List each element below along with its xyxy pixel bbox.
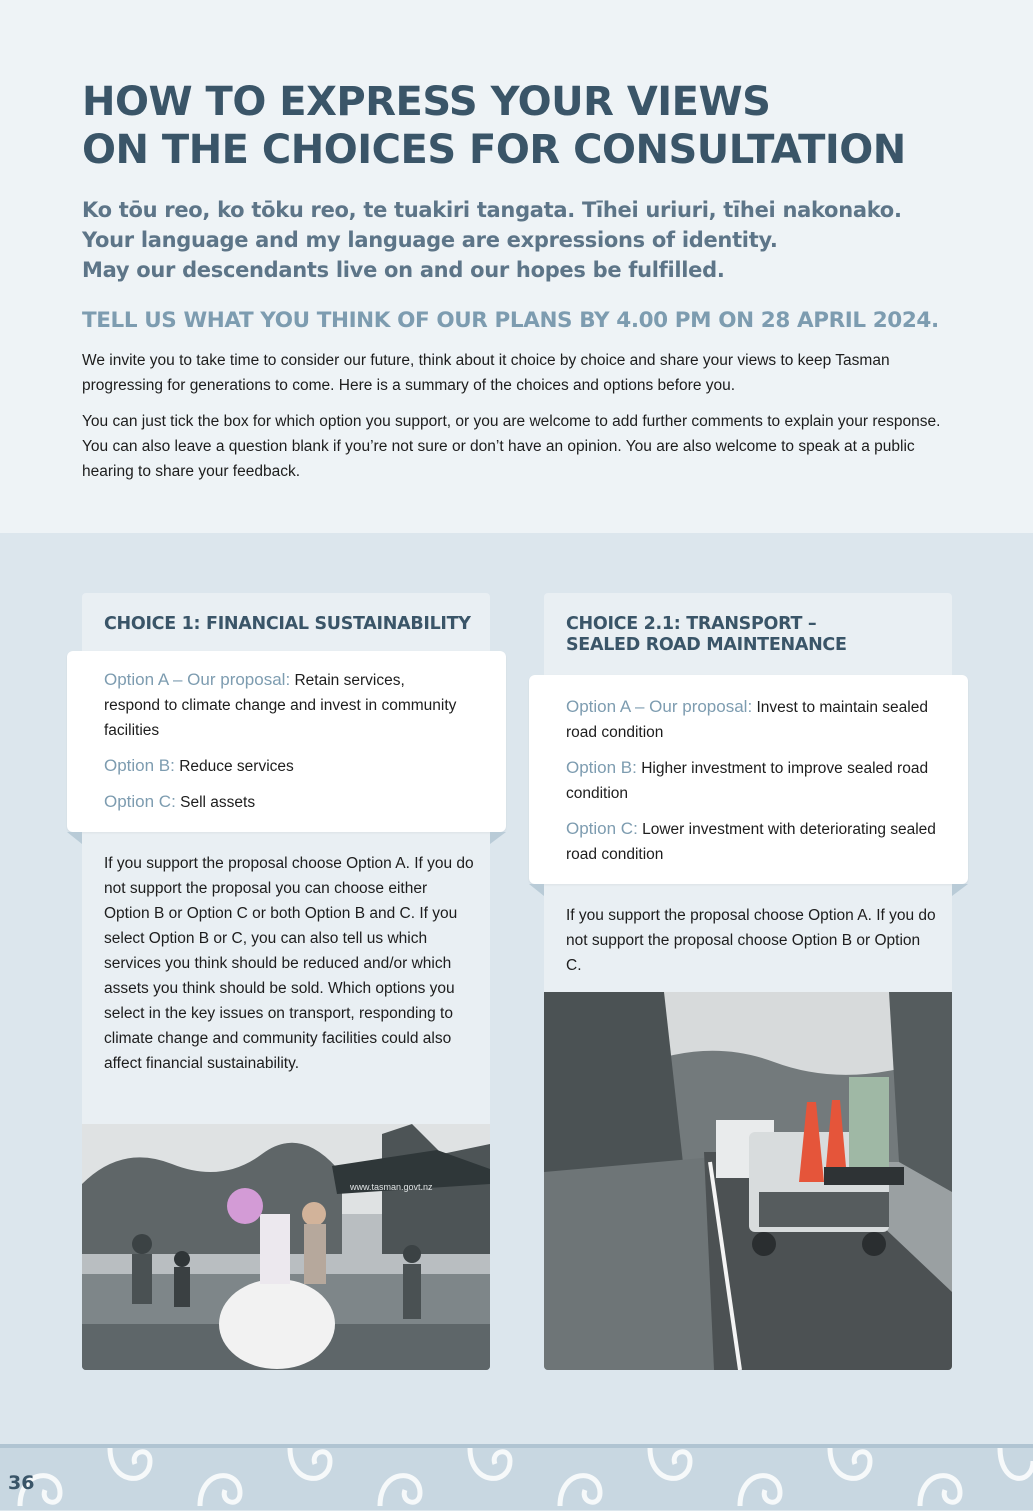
road-maintenance-photo: [544, 992, 952, 1370]
option-label: Option C:: [566, 819, 638, 838]
choice2-guidance-text: If you support the proposal choose Option A. If you do not support the proposal choose Option B or Option C.: [566, 907, 936, 974]
fold-corner-left: [67, 832, 82, 844]
kowhaiwhai-pattern-band: [0, 1444, 1033, 1510]
proverb-line-1: Ko tōu reo, ko tōku reo, te tuakiri tangata. Tīhei uriuri, tīhei nakonako.: [82, 198, 902, 222]
choice2-title: [566, 614, 847, 656]
community-event-photo: [82, 1124, 490, 1370]
option-text: Higher investment to improve sealed road condition: [566, 760, 929, 802]
proverb-line-3: May our descendants live on and our hopes be fulfilled.: [82, 258, 725, 282]
banner-url-text: www.tasman.govt.nz: [350, 1182, 433, 1192]
option-text: Sell assets: [180, 794, 256, 811]
photo-illustration: [82, 1124, 490, 1370]
option-text: Lower investment with deteriorating sealed road condition: [566, 821, 936, 863]
option-label: Option A – Our proposal:: [104, 670, 291, 689]
proverb-line-2: Your language and my language are expressions of identity.: [82, 228, 778, 252]
fold-corner-right: [952, 884, 968, 896]
choice1-option-b[interactable]: [104, 753, 464, 779]
pattern-graphic: [0, 1448, 1033, 1506]
choice2-options-box: [529, 675, 968, 884]
option-text: Retain services, respond to climate change and invest in community facilities: [104, 672, 457, 739]
page-title: [82, 78, 906, 174]
choice1-option-c[interactable]: [104, 789, 464, 815]
choice1-title: CHOICE 1: FINANCIAL SUSTAINABILITY: [104, 614, 471, 634]
photo-illustration: [544, 992, 952, 1370]
whakatauki: [82, 195, 902, 285]
option-label: Option B:: [566, 758, 637, 777]
option-label: Option A – Our proposal:: [566, 697, 753, 716]
fold-corner-right: [490, 832, 506, 844]
option-text: Invest to maintain sealed road condition: [566, 699, 928, 741]
deadline-heading: TELL US WHAT YOU THINK OF OUR PLANS BY 4.00 PM ON 28 APRIL 2024.: [82, 308, 939, 333]
choice2-option-c[interactable]: [566, 816, 938, 867]
choice1-guidance-text: If you support the proposal choose Option A. If you do not support the proposal you can choose either Option B or Option C or both Option B and C. If you select Option B or C, you can also tell us which services you think should be reduced and/or which assets you think should be sold. Which options you select in the key issues on transport, responding to climate change and community facilities could also affect financial sustainability.: [104, 855, 474, 1072]
choice2-option-a[interactable]: [566, 694, 938, 745]
choice2-title-line-1: CHOICE 2.1: TRANSPORT –: [566, 614, 817, 634]
choice1-options-box: [67, 651, 506, 832]
option-text: Reduce services: [179, 758, 294, 775]
fold-corner-left: [529, 884, 544, 896]
page-title-line-2: ON THE CHOICES FOR CONSULTATION: [82, 127, 906, 173]
intro-paragraph-1: We invite you to take time to consider our future, think about it choice by choice and share your views to keep Tasman progressing for generations to come. Here is a summary of the choices and options before you.: [82, 352, 890, 394]
choice1-option-a[interactable]: [104, 667, 464, 743]
choice2-title-line-2: SEALED ROAD MAINTENANCE: [566, 635, 847, 655]
option-label: Option B:: [104, 756, 175, 775]
choice2-option-b[interactable]: [566, 755, 938, 806]
intro-paragraph-2: You can just tick the box for which option you support, or you are welcome to add further comments to explain your response. You can also leave a question blank if you’re not sure or don’t have an opinion. You are also welcome to speak at a public hearing to share your feedback.: [82, 413, 941, 480]
page-number: 36: [8, 1472, 35, 1494]
page-title-line-1: HOW TO EXPRESS YOUR VIEWS: [82, 79, 771, 125]
option-label: Option C:: [104, 792, 176, 811]
